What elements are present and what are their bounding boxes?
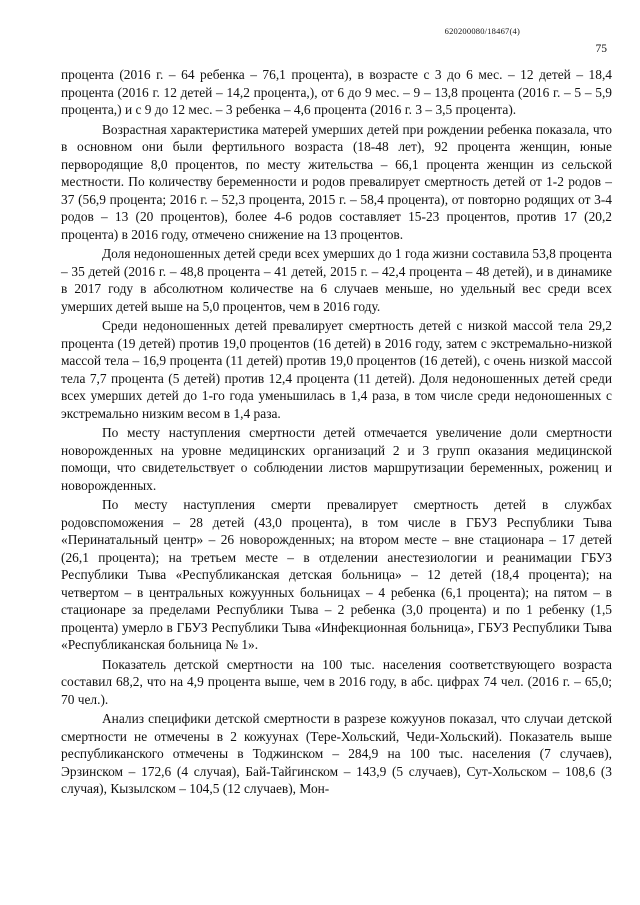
page-number: 75 [595, 43, 607, 55]
document-code: 620200080/18467(4) [444, 26, 520, 36]
paragraph-premature-share: Доля недоношенных детей среди всех умерших до 1 года жизни составила 53,8 процента – 35 детей (2016 г. – 48,8 процента – 41 детей, 2015 г. – 42,4 процента – 48 детей), и в динамике в 2017 году в абсолютном количестве на 6 случаев меньше, но удельный вес среди всех умерших детей выше на 5,0 процентов, чем в 2016 году. [61, 246, 612, 314]
paragraph-mother-age: Возрастная характеристика матерей умерших детей при рождении ребенка показала, что в основном они были фертильного возраста (18-48 лет), 92 процента женщин, юные первородящие 8,0 процентов, по месту жительства – 66,1 процента женщин из сельской местности. По количеству беременности и родов превалирует смертность детей от 1-2 родов – 37 (56,9 процента; 2016 г. – 52,3 процента, 2015 г. – 58,4 процента), от повторно родящих от 3-4 родов – 13 (20 процентов), более 4-6 родов составляет 15-23 процентов, против 17 (20,2 процента) в 2016 году, отмечено снижение на 13 процентов. [61, 121, 612, 242]
paragraph-place-of-death-breakdown: По месту наступления смерти превалирует смертность детей в службах родовспоможения – 28 детей (43,0 процента), в том числе в ГБУЗ Республики Тыва «Перинатальный центр» – 26 новорожденных; на втором месте – вне стационара – 17 детей (26,1 процента); на третьем месте – в отделении анестезиологии и реанимации ГБУЗ Республики Тыва «Республиканская детская больница» – 12 детей (18,4 процента); на четвертом – в центральных кожуунных больницах – 4 ребенка (6,1 процента); на пятом – в стационаре за пределами Республики Тыва – 2 ребенка (3,0 процента) и по 1 ребенку (1,5 процента) умерло в ГБУЗ Республики Тыва «Инфекционная больница», ГБУЗ Республики Тыва «Республиканская больница № 1». [61, 497, 612, 652]
paragraph-district-analysis: Анализ специфики детской смертности в разрезе кожуунов показал, что случаи детской смертности не отмечены в 2 кожуунах (Тере-Хольский, Чеди-Хольский). Показатель выше республиканского отмечены в Тоджинском – 284,9 на 100 тыс. населения (7 случаев), Эрзинском – 172,6 (4 случая), Бай-Тайгинском – 143,9 (5 случаев), Сут-Хольском – 108,6 (3 случая), Кызылском – 104,5 (12 случаев), Мон- [61, 711, 612, 796]
paragraph-mortality-rate: Показатель детской смертности на 100 тыс. населения соответствующего возраста составил 68,2, что на 4,9 процента выше, чем в 2016 году, в абс. цифрах 74 чел. (2016 г. – 65,0; 70 чел.). [61, 656, 612, 707]
document-body [61, 66, 612, 800]
paragraph-premature-weight: Среди недоношенных детей превалирует смертность детей с низкой массой тела 29,2 процента (19 детей) против 19,0 процентов (16 детей) в 2016 году, затем с экстремально-низкой массой тела – 16,9 процента (11 детей) против 19,0 процентов (16 детей), с очень низкой массой тела 7,7 процента (5 детей) против 12,4 процента (11 детей). Доля недоношенных детей среди всех умерших детей до 1-го года уменьшилась в 1,4 раза, в том числе среди недоношенных с экстремально низким весом в 1,4 раза. [61, 318, 612, 421]
paragraph-infant-age: процента (2016 г. – 64 ребенка – 76,1 процента), в возрасте с 3 до 6 мес. – 12 детей – 18,4 процента (2016 г. 12 детей – 14,2 процента,), от 6 до 9 мес. – 9 – 13,8 процента (2016 г. – 5 – 5,9 процента,) и с 9 до 12 мес. – 3 ребенка – 4,6 процента (2016 г. 3 – 3,5 процента). [61, 67, 612, 117]
paragraph-place-of-death-trend: По месту наступления смертности детей отмечается увеличение доли смертности новорожденных на уровне медицинских организаций 2 и 3 групп оказания медицинской помощи, что свидетельствует о соблюдении листов маршрутизации беременных, рожениц и новорожденных. [61, 425, 612, 493]
